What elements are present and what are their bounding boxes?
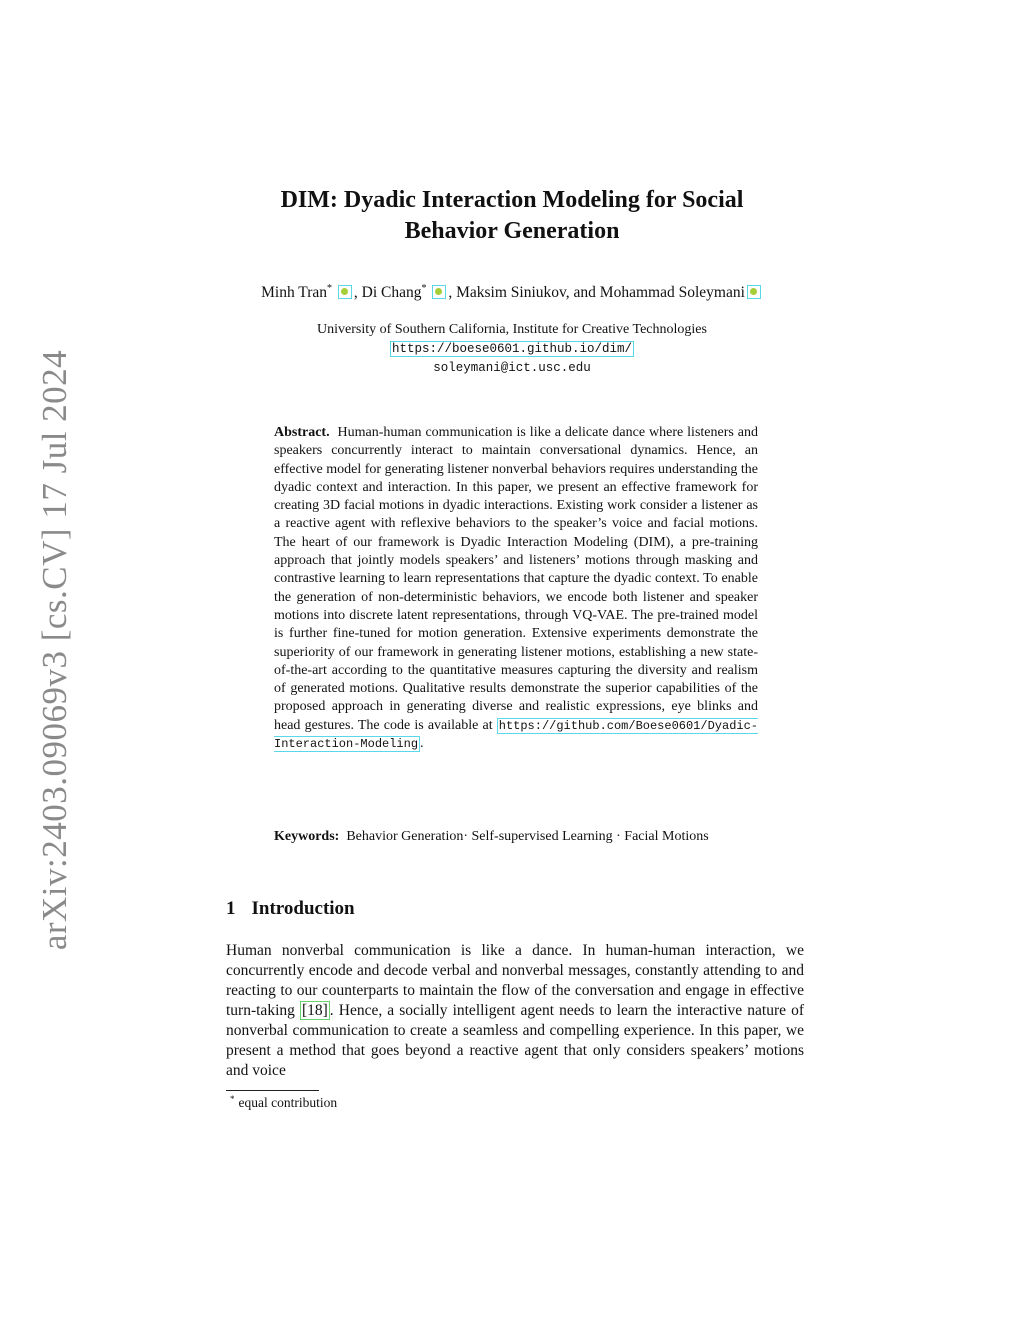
abstract: [274, 424, 758, 753]
code-url-link[interactable]: https://github.com/Boese0601/Dyadic-Interaction-Modeling: [274, 718, 758, 752]
equal-contribution-mark: *: [421, 283, 427, 294]
affiliation-block: [0, 320, 1024, 378]
author-name: Mohammad Soleymani: [599, 284, 745, 301]
intro-text: Human nonverbal communication is like a dance. In human-human interaction, we concurrently encode and decode verbal and nonverbal messages, constantly attending to and reacting to our counterparts to maintain the flow of the conversation and engage in effective turn-taking: [226, 942, 804, 1019]
author-name: Minh Tran: [261, 284, 328, 301]
author-name: Di Chang: [361, 284, 422, 301]
footnote-rule: [226, 1090, 319, 1091]
arxiv-identifier-text: arXiv:2403.09069v3 [cs.CV] 17 Jul 2024: [35, 349, 75, 951]
section-title: Introduction: [251, 898, 355, 919]
intro-text: . Hence, a socially intelligent agent needs to learn the interactive nature of nonverbal communication to create a seamless and compelling experience. In this paper, we present a method that goes beyond a reactive agent that only considers speakers’ motions and voice: [226, 1002, 804, 1079]
orcid-icon[interactable]: [747, 285, 761, 299]
keywords: [274, 828, 758, 846]
paper-title: [0, 185, 1024, 247]
footnote-text: equal contribution: [238, 1095, 338, 1110]
orcid-icon[interactable]: [432, 285, 446, 299]
abstract-label: Abstract.: [274, 425, 330, 440]
paper-title-line-1: DIM: Dyadic Interaction Modeling for Social: [280, 187, 744, 213]
introduction-paragraph: [226, 941, 804, 1081]
paper-title-line-2: Behavior Generation: [404, 218, 620, 244]
keywords-label: Keywords:: [274, 829, 340, 844]
citation-link[interactable]: [18]: [301, 1002, 328, 1019]
footnote-mark: *: [230, 1094, 235, 1104]
author-separator: , and: [565, 284, 600, 301]
institution: University of Southern California, Institute for Creative Technologies: [317, 322, 707, 337]
footnote: [230, 1094, 337, 1111]
section-heading-introduction: [226, 898, 355, 920]
abstract-body: Human-human communication is like a delicate dance where listeners and speakers concurrently interact to maintain conversational dynamics. Hence, an effective model for generating listener nonverbal behaviors requires understanding the dyadic context and interaction. In this paper, we present an effective framework for creating 3D facial motions in dyadic interactions. Existing work consider a listener as a reactive agent with reflexive behaviors to the speaker’s voice and facial motions. The heart of our framework is Dyadic Interaction Modeling (DIM), a pre-training approach that jointly models speakers’ and listeners’ motions through masking and contrastive learning to learn representations that capture the dyadic context. To enable the generation of non-deterministic behaviors, we encode both listener and speaker motions into discrete latent representations, through VQ-VAE. The pre-trained model is further fine-tuned for motion generation. Extensive experiments demonstrate the superiority of our framework in generating listener motions, establishing a new state-of-the-art according to the quantitative measures capturing the diversity and realism of generated motions. Qualitative results demonstrate the superior capabilities of the proposed approach in generating diverse and realistic expressions, eye blinks and head gestures. The code is available at: [274, 425, 758, 733]
arxiv-identifier: [28, 349, 82, 951]
author-separator: ,: [448, 284, 457, 301]
project-url-link[interactable]: https://boese0601.github.io/dim/: [391, 342, 633, 356]
equal-contribution-mark: *: [327, 283, 333, 294]
abstract-end: .: [420, 736, 424, 752]
contact-email: soleymani@ict.usc.edu: [433, 361, 591, 375]
section-number: 1: [226, 898, 236, 919]
author-list: [0, 283, 1024, 302]
orcid-icon[interactable]: [338, 285, 352, 299]
keywords-text: Behavior Generation· Self-supervised Learning · Facial Motions: [346, 829, 709, 844]
author-separator: ,: [353, 284, 362, 301]
author-name: Maksim Siniukov: [456, 284, 566, 301]
